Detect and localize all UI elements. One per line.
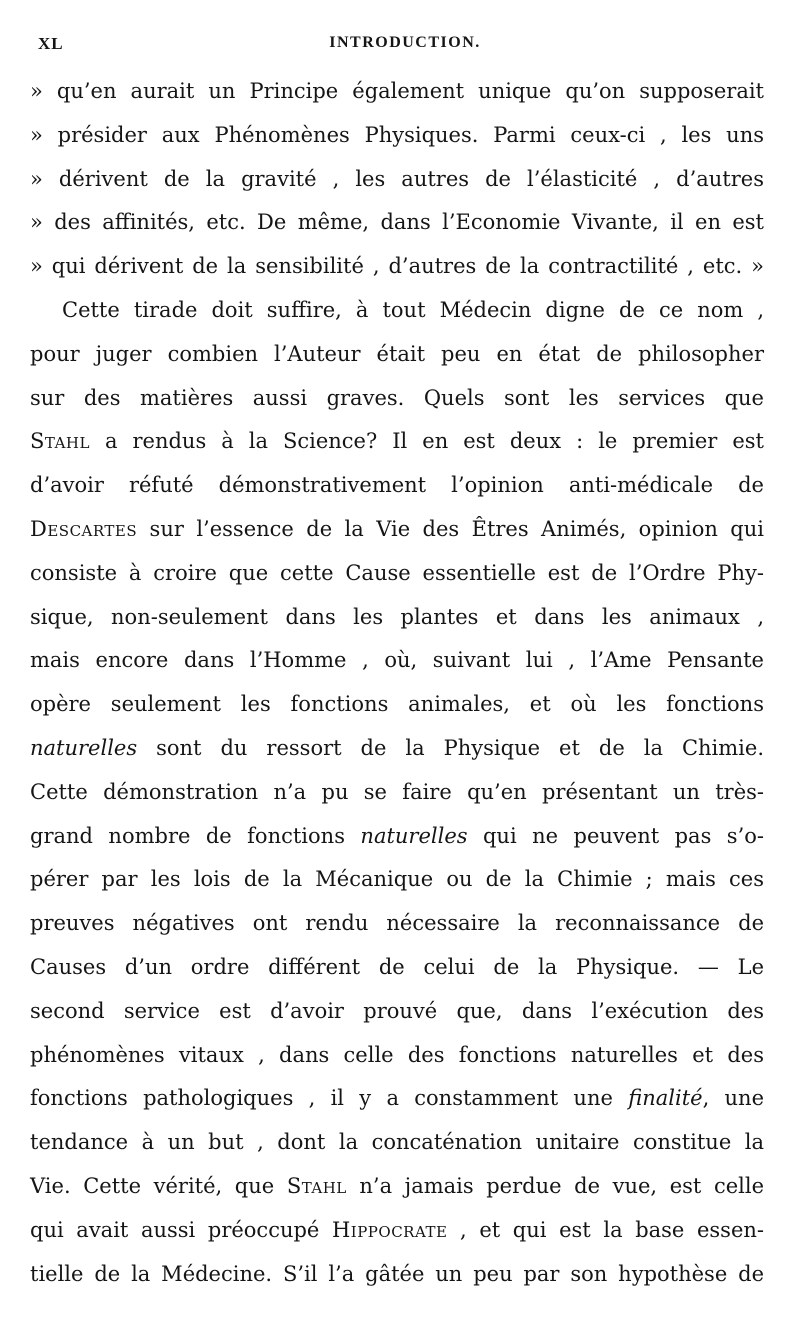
text-line: Causes d’un ordre différent de celui de la Physique. — Le (30, 954, 764, 979)
text-line (30, 1077, 764, 1121)
text-line: » dérivent de la gravité , les autres de l’élasticité , d’autres (30, 166, 764, 191)
text-line: second service est d’avoir prouvé que, dans l’exécution des (30, 998, 764, 1023)
text-fragment: , une (702, 1086, 764, 1111)
text-line (30, 508, 764, 552)
page-number: XL (38, 34, 64, 53)
text-line: consiste à croire que cette Cause essentielle est de l’Ordre Phy- (30, 560, 764, 585)
text-line: sique, non-seulement dans les plantes et dans les animaux , (30, 604, 764, 629)
text-line: d’avoir réfuté démonstrativement l’opinion anti-médicale de (30, 473, 764, 498)
text-line: pérer par les lois de la Mécanique ou de la Chimie ; mais ces (30, 867, 764, 892)
text-fragment: n’a jamais perdue de vue, est celle (346, 1173, 765, 1198)
text-fragment: Vie. Cette vérité, que (30, 1173, 287, 1198)
text-line: pour juger combien l’Auteur était peu en état de philosopher (30, 341, 764, 366)
running-title: INTRODUCTION. (329, 34, 481, 51)
text-line (30, 727, 764, 771)
text-line (30, 420, 764, 464)
author-name: Stahl (30, 429, 90, 454)
text-line: tielle de la Médecine. S’il l’a gâtée un peu par son hypothèse de (30, 1261, 764, 1286)
text-fragment: sont du ressort de la Physique et de la Chimie. (137, 735, 764, 760)
italic-term: naturelles (360, 823, 468, 848)
text-line: Cette tirade doit suffire, à tout Médecin digne de ce nom , (62, 297, 764, 322)
text-line: sur des matières aussi graves. Quels sont les services que (30, 385, 764, 410)
text-line: » présider aux Phénomènes Physiques. Parmi ceux-ci , les uns (30, 122, 764, 147)
text-line: » qui dérivent de la sensibilité , d’autres de la contractilité , etc. » (30, 254, 764, 279)
text-fragment: grand nombre de fonctions (30, 823, 361, 848)
text-line: opère seulement les fonctions animales, et où les fonctions (30, 692, 764, 717)
text-line: Cette démonstration n’a pu se faire qu’en présentant un très- (30, 779, 764, 804)
text-line (30, 1165, 764, 1209)
italic-term: finalité (628, 1086, 703, 1111)
author-name: Descartes (30, 516, 138, 541)
text-fragment: qui ne peuvent pas s’o- (467, 823, 764, 848)
italic-term: naturelles (30, 735, 138, 760)
text-fragment: a rendus à la Science? Il en est deux : le premier est (89, 429, 764, 454)
text-line: » des affinités, etc. De même, dans l’Economie Vivante, il en est (30, 210, 764, 235)
text-line: mais encore dans l’Homme , où, suivant lui , l’Ame Pensante (30, 648, 764, 673)
body-text (30, 70, 764, 1296)
author-name: Stahl (286, 1173, 347, 1198)
text-line: tendance à un but , dont la concaténation unitaire constitue la (30, 1130, 764, 1155)
text-fragment: qui avait aussi préoccupé (30, 1217, 332, 1242)
author-name: Hippocrate (331, 1217, 448, 1242)
text-line: » qu’en aurait un Principe également unique qu’on supposerait (30, 79, 764, 103)
text-line (30, 815, 764, 859)
text-fragment: , et qui est la base essen- (447, 1217, 765, 1242)
text-fragment: sur l’essence de la Vie des Êtres Animés, opinion qui (137, 516, 764, 541)
page-header (30, 34, 780, 54)
text-fragment: fonctions pathologiques , il y a constamment une (30, 1086, 629, 1111)
text-line (30, 1209, 764, 1253)
text-line: phénomènes vitaux , dans celle des fonctions naturelles et des (30, 1042, 764, 1067)
text-line: preuves négatives ont rendu nécessaire la reconnaissance de (30, 911, 764, 936)
